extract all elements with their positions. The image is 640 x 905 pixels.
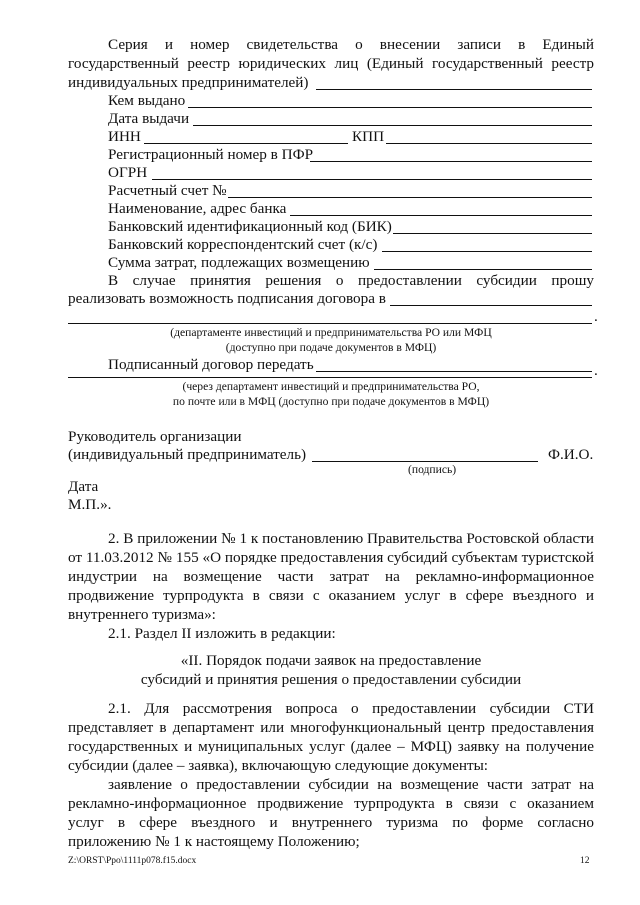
bank-label: Наименование, адрес банка xyxy=(108,200,287,217)
inn-label: ИНН xyxy=(108,128,141,145)
transfer-dot: . xyxy=(594,362,598,379)
section-heading-1: «II. Порядок подачи заявок на предоставление xyxy=(180,652,482,669)
signature-fill-line xyxy=(312,461,538,462)
footer-page-number: 12 xyxy=(580,856,590,866)
note-1-line-2: (доступно при подаче документов в МФЦ) xyxy=(225,341,437,354)
cert-line-2: государственный реестр юридических лиц (Единый государственный реестр xyxy=(68,55,594,72)
case-line-2: реализовать возможность подписания договора в xyxy=(68,290,386,307)
footer-file-path: Z:\ORST\Ppo\1111p078.f15.docx xyxy=(68,856,197,866)
head-label-2: (индивидуальный предприниматель) xyxy=(68,446,307,463)
inn-fill-line xyxy=(144,143,348,144)
kpp-fill-line xyxy=(386,143,592,144)
ogrn-fill-line xyxy=(152,179,592,180)
sum-fill-line xyxy=(374,269,592,270)
p2-line-3: индустрии на возмещение части затрат на рекламно-информационное xyxy=(68,568,594,585)
p2-line-5: внутреннего туризма»: xyxy=(68,606,216,623)
corr-account-label: Банковский корреспондентский счет (к/с) xyxy=(108,236,378,253)
head-label-1: Руководитель организации xyxy=(68,428,242,445)
s21-line-4: субсидии (далее – заявка), включающую следующие документы: xyxy=(68,757,489,774)
transfer-fill-line-2 xyxy=(68,377,592,378)
s21-line-7: услуг в сфере въездного и внутреннего туризма по форме согласно xyxy=(68,814,594,831)
case-fill-line-2 xyxy=(68,323,592,324)
cert-line-1: Серия и номер свидетельства о внесении записи в Единый xyxy=(108,36,594,53)
s21-line-1: 2.1. Для рассмотрения вопроса о предоставлении субсидии СТИ xyxy=(108,700,594,717)
account-fill-line xyxy=(228,197,592,198)
case-dot: . xyxy=(594,308,598,325)
signature-caption: (подпись) xyxy=(408,463,457,476)
sum-label: Сумма затрат, подлежащих возмещению xyxy=(108,254,370,271)
transfer-label: Подписанный договор передать xyxy=(108,356,314,373)
case-fill-line xyxy=(390,305,592,306)
issued-by-fill-line xyxy=(188,107,592,108)
section-heading-2: субсидий и принятия решения о предоставлении субсидии xyxy=(140,671,522,688)
p2-line-1: 2. В приложении № 1 к постановлению Правительства Ростовской области xyxy=(108,530,594,547)
p21-line: 2.1. Раздел II изложить в редакции: xyxy=(108,625,336,642)
note-2-line-1: (через департамент инвестиций и предпринимательства РО, xyxy=(182,380,480,393)
note-2-line-2: по почте или в МФЦ (доступно при подаче документов в МФЦ) xyxy=(172,395,490,408)
issue-date-label: Дата выдачи xyxy=(108,110,190,127)
date-label: Дата xyxy=(68,478,99,495)
s21-line-3: государственных и муниципальных услуг (далее – МФЦ) заявку на получение xyxy=(68,738,594,755)
s21-line-6: рекламно-информационное продвижение турпродукта в связи с оказанием xyxy=(68,795,594,812)
s21-line-2: представляет в департамент или многофункциональный центр предоставления xyxy=(68,719,594,736)
issue-date-fill-line xyxy=(193,125,592,126)
note-1-line-1: (департаменте инвестиций и предпринимательства РО или МФЦ xyxy=(170,326,492,339)
s21-line-8: приложению № 1 к настоящему Положению; xyxy=(68,833,360,850)
transfer-fill-line xyxy=(316,371,592,372)
kpp-label: КПП xyxy=(352,128,385,145)
stamp-label: М.П.». xyxy=(68,496,112,513)
pfr-label: Регистрационный номер в ПФР xyxy=(108,146,314,163)
p2-line-2: от 11.03.2012 № 155 «О порядке предоставления субсидий субъектам туристской xyxy=(68,549,594,566)
case-line-1: В случае принятия решения о предоставлении субсидии прошу xyxy=(108,272,594,289)
pfr-fill-line xyxy=(310,161,592,162)
bik-label: Банковский идентификационный код (БИК) xyxy=(108,218,392,235)
bik-fill-line xyxy=(393,233,592,234)
ogrn-label: ОГРН xyxy=(108,164,148,181)
p2-line-4: продвижение турпродукта в связи с оказанием услуг в сфере въездного и xyxy=(68,587,594,604)
bank-fill-line xyxy=(290,215,592,216)
account-label: Расчетный счет № xyxy=(108,182,227,199)
issued-by-label: Кем выдано xyxy=(108,92,186,109)
fio-label: Ф.И.О. xyxy=(548,446,594,463)
cert-line-3: индивидуальных предпринимателей) xyxy=(68,74,309,91)
s21-line-5: заявление о предоставлении субсидии на возмещение части затрат на xyxy=(108,776,594,793)
cert-fill-line xyxy=(316,89,592,90)
corr-account-fill-line xyxy=(382,251,592,252)
